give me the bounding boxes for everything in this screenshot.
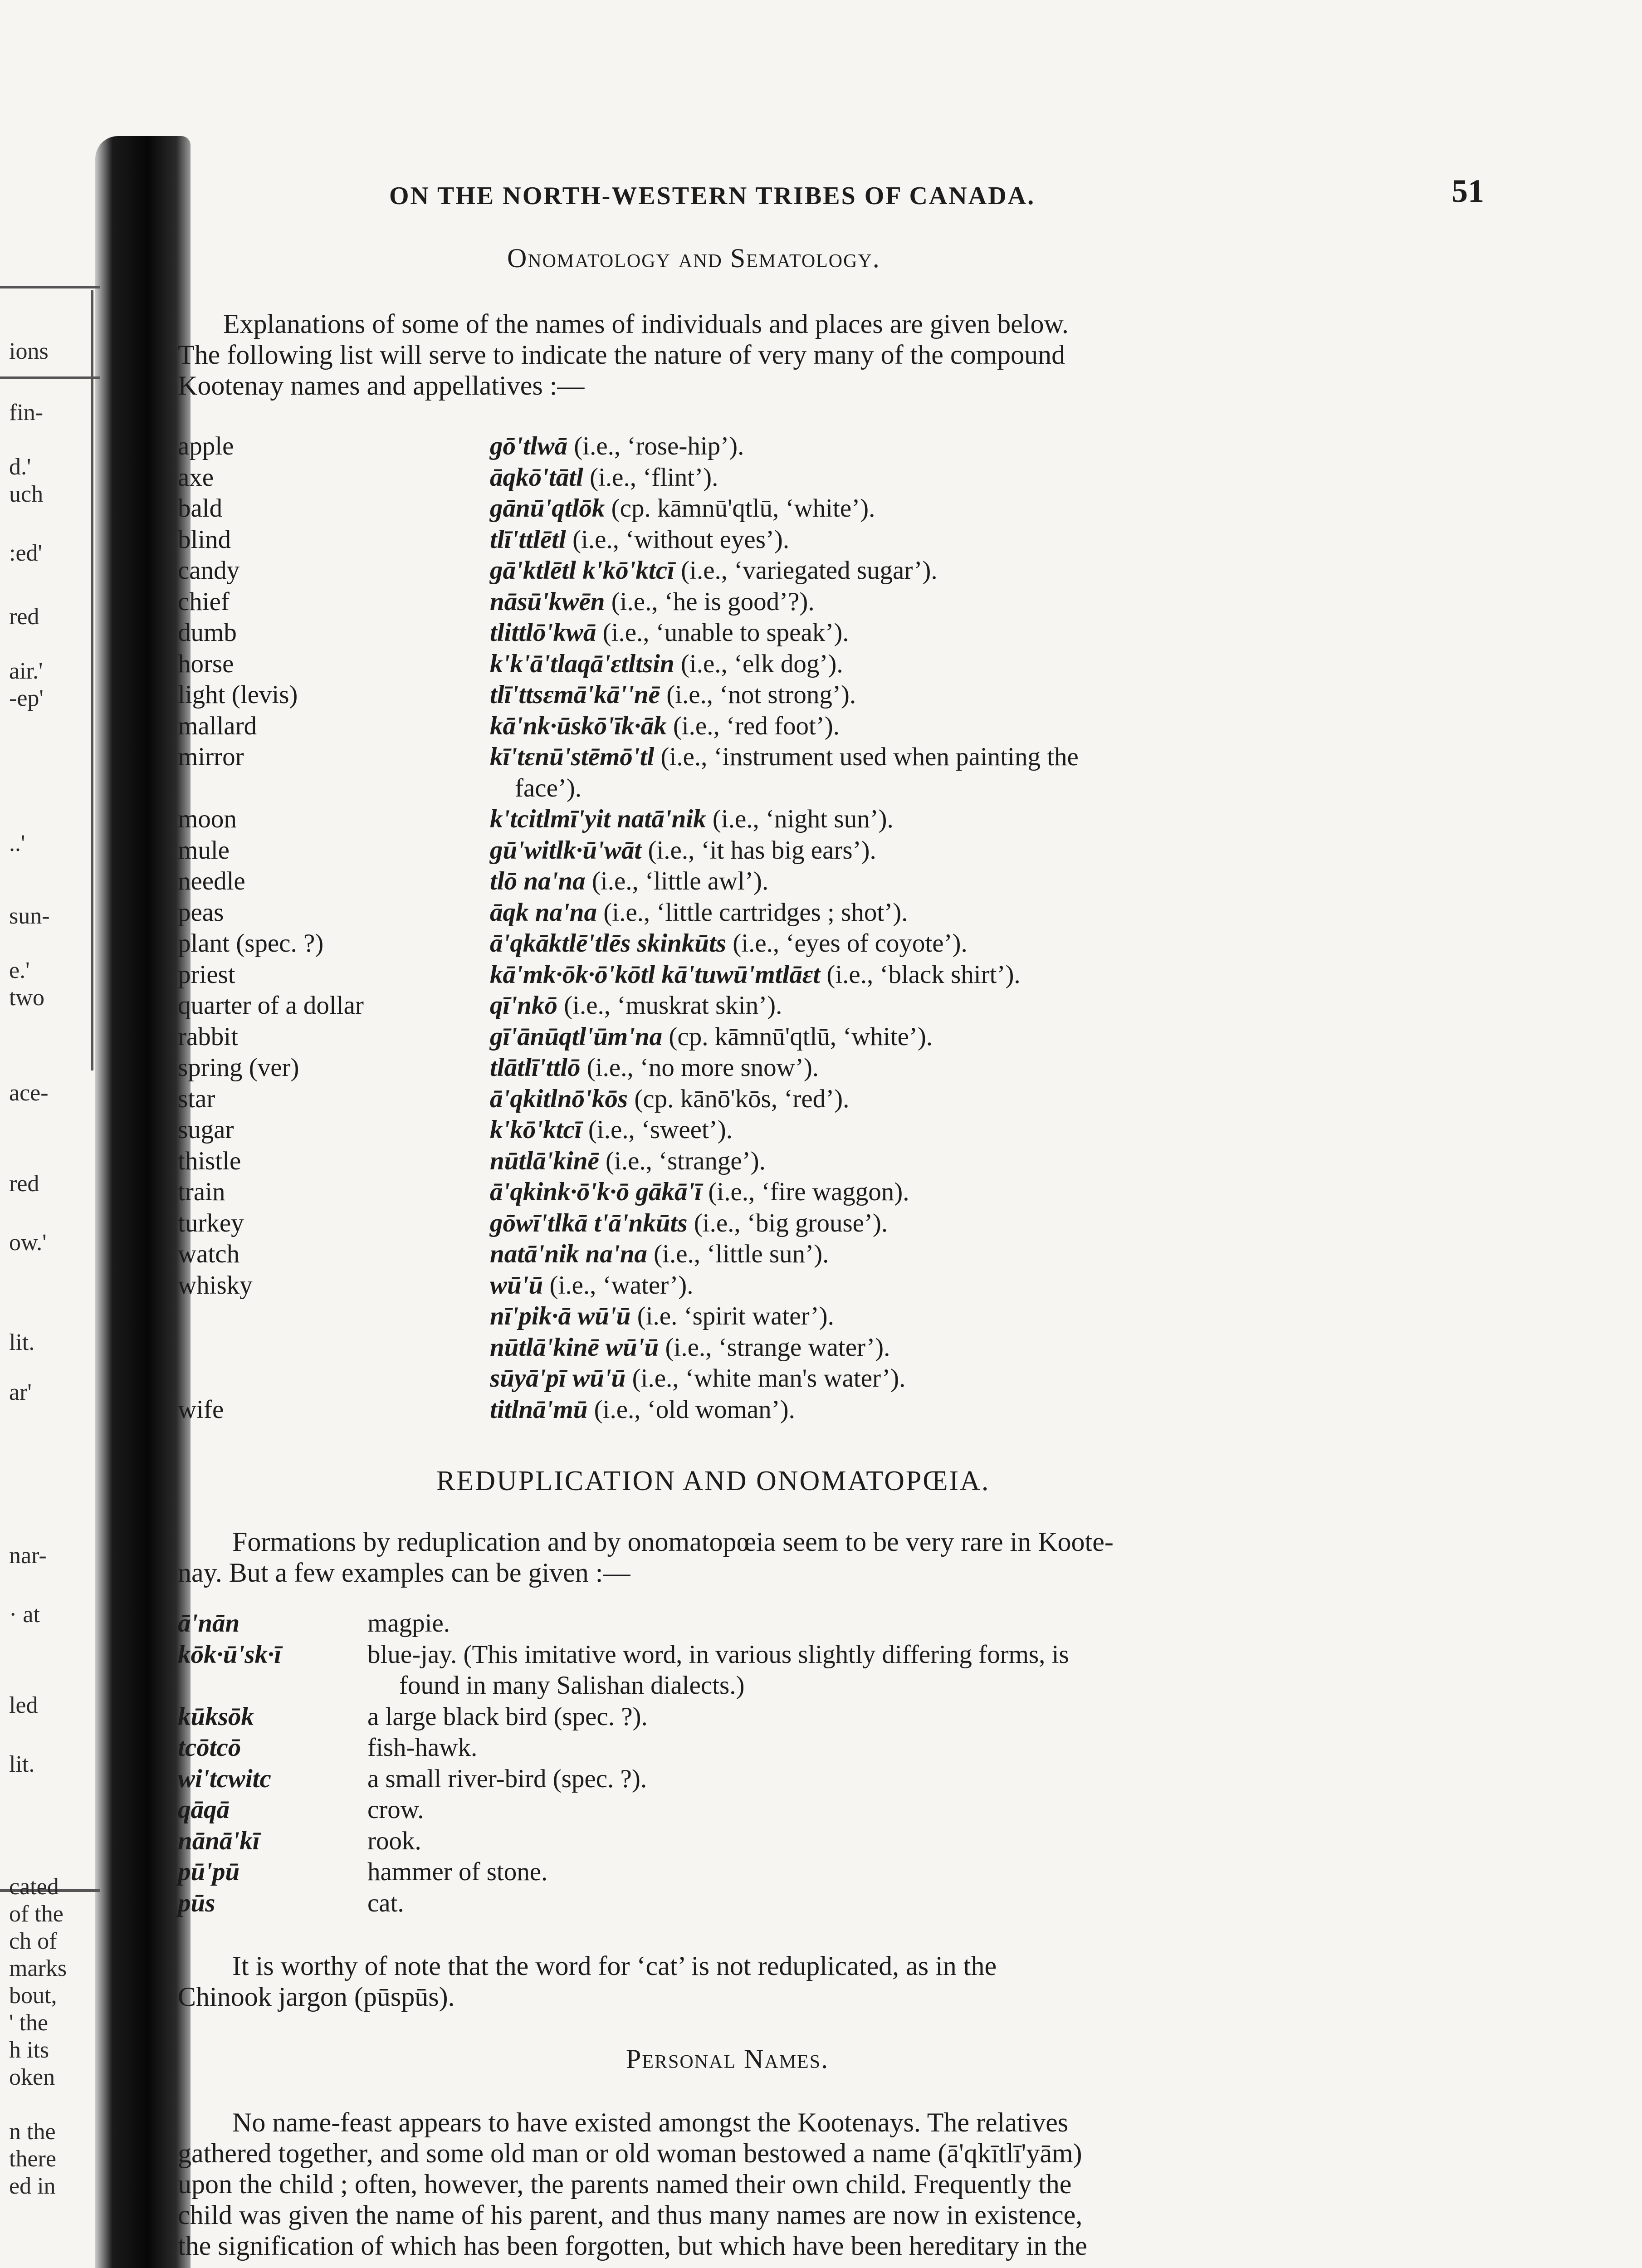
margin-fragment: :ed' — [9, 540, 42, 566]
vocabulary-row — [178, 524, 1638, 556]
margin-fragment: ch of — [9, 1928, 57, 1954]
vocabulary-row — [178, 928, 1638, 959]
margin-fragment: two — [9, 985, 44, 1011]
english-term: horse — [178, 649, 234, 678]
kootenay-word: nī'pik·ā wū'ū — [490, 1302, 631, 1330]
kootenay-word: qī'nkō — [490, 991, 557, 1020]
kootenay-term — [490, 1114, 1638, 1146]
meaning: rook. — [367, 1826, 421, 1855]
margin-fragment: air.' — [9, 658, 43, 684]
personal-names-paragraph — [178, 2107, 1539, 2261]
running-title: ON THE NORTH-WESTERN TRIBES OF CANADA. — [389, 182, 1036, 210]
reduplication-row — [178, 1701, 1533, 1733]
reduplication-intro — [178, 1526, 1520, 1588]
vocabulary-row — [178, 773, 1638, 804]
kootenay-word: k'kō'ktcī — [490, 1115, 582, 1144]
gloss: (i.e., ‘little cartridges ; shot’). — [603, 898, 908, 927]
vocabulary-row — [178, 1394, 1638, 1426]
kootenay-word: gā'ktlētl k'kō'ktcī — [490, 556, 674, 585]
gloss: (i.e., ‘little sun’). — [654, 1240, 829, 1268]
margin-fragment: e.' — [9, 958, 30, 983]
section-title-personal-names: Personal Names. — [626, 2044, 829, 2074]
kootenay-term — [490, 649, 1638, 680]
vocabulary-row — [178, 555, 1638, 587]
reduplication-row — [178, 1764, 1533, 1795]
kootenay-word: ā'qkink·ō'k·ō gākā'ī — [490, 1178, 702, 1206]
margin-fragment: ions — [9, 338, 49, 364]
gloss: (i.e., ‘muskrat skin’). — [564, 991, 782, 1020]
gloss: (i.e., ‘old woman’). — [594, 1395, 795, 1424]
kootenay-term — [490, 1146, 1638, 1177]
english-term — [178, 1301, 490, 1332]
kootenay-word: nānā'kī — [178, 1826, 260, 1855]
reduplication-row — [178, 1888, 1533, 1919]
kootenay-word: tlō na'na — [490, 867, 586, 895]
personal-names-line: child was given the name of his parent, and thus many names are now in existence, — [178, 2200, 1083, 2230]
gloss: (cp. kānō'kōs, ‘red’). — [634, 1084, 850, 1113]
margin-fragment: · at — [9, 1602, 40, 1628]
english-term: quarter of a dollar — [178, 991, 364, 1020]
reduplication-row — [178, 1794, 1533, 1826]
margin-rule — [0, 376, 100, 379]
kootenay-term — [490, 1301, 1638, 1332]
english-term: mallard — [178, 711, 257, 740]
margin-fragment: n the — [9, 2119, 56, 2145]
cat-note-line: Chinook jargon (pūspūs). — [178, 1982, 455, 2012]
kootenay-word: gānū'qtlōk — [490, 494, 605, 523]
vocabulary-row — [178, 431, 1638, 462]
kootenay-term — [490, 1270, 1638, 1301]
kootenay-term — [490, 866, 1638, 897]
kootenay-term — [490, 1084, 1638, 1115]
gloss: (i.e., ‘not strong’). — [666, 680, 856, 709]
margin-fragment: sun- — [9, 903, 50, 929]
kootenay-term — [490, 773, 1638, 804]
gloss: (i.e., ‘flint’). — [590, 463, 718, 492]
kootenay-word: gū'witlk·ū'wāt — [490, 836, 642, 865]
margin-fragment: h its — [9, 2037, 49, 2063]
kootenay-term — [490, 679, 1638, 711]
gloss: (i.e., ‘fire waggon). — [708, 1178, 909, 1206]
margin-fragment: ed in — [9, 2173, 56, 2199]
kootenay-term — [490, 1052, 1638, 1084]
kootenay-term — [490, 835, 1638, 866]
kootenay-word: kōk·ū'sk·ī — [178, 1640, 282, 1669]
kootenay-word: kūksōk — [178, 1702, 254, 1731]
gloss: (i.e., ‘it has big ears’). — [648, 836, 876, 865]
kootenay-term — [490, 1363, 1638, 1394]
margin-fragment: of the — [9, 1901, 64, 1927]
kootenay-term — [490, 462, 1638, 494]
reduplication-row — [178, 1732, 1533, 1764]
reduplication-list — [178, 1608, 1533, 1919]
english-term: light (levis) — [178, 680, 298, 709]
vocabulary-row — [178, 587, 1638, 618]
kootenay-word: āqk na'na — [490, 898, 597, 927]
meaning: hammer of stone. — [367, 1857, 548, 1886]
english-term: plant (spec. ?) — [178, 929, 324, 958]
english-term: thistle — [178, 1146, 241, 1175]
intro-line: Kootenay names and appellatives :— — [178, 371, 585, 401]
reduplication-row — [178, 1608, 1533, 1639]
margin-fragment: ow.' — [9, 1230, 47, 1256]
gloss: (i.e., ‘big grouse’). — [694, 1208, 888, 1237]
margin-fragment: cated — [9, 1874, 59, 1900]
english-term: star — [178, 1084, 215, 1113]
english-term: train — [178, 1178, 225, 1206]
english-term: sugar — [178, 1115, 234, 1144]
gloss: (i.e., ‘variegated sugar’). — [681, 556, 938, 585]
english-term: needle — [178, 867, 245, 895]
margin-fragment: oken — [9, 2064, 55, 2090]
meaning: a small river-bird (spec. ?). — [367, 1764, 647, 1793]
vocabulary-row — [178, 711, 1638, 742]
margin-fragment: lit. — [9, 1751, 35, 1777]
english-term: spring (ver) — [178, 1053, 299, 1082]
english-term: mule — [178, 836, 230, 865]
reduplication-row — [178, 1670, 1533, 1701]
cat-note-line: It is worthy of note that the word for ‘cat’ is not reduplicated, as in the — [232, 1951, 997, 1981]
personal-names-line: upon the child ; often, however, the parents named their own child. Frequently the — [178, 2169, 1072, 2199]
kootenay-term — [490, 742, 1638, 773]
kootenay-word: kī'tɛnū'stēmō'tl — [490, 743, 655, 771]
kootenay-word — [178, 1670, 367, 1701]
english-term: whisky — [178, 1271, 253, 1300]
gloss: (i.e. ‘spirit water’). — [637, 1302, 834, 1330]
kootenay-word: natā'nik na'na — [490, 1240, 647, 1268]
kootenay-word: nāsū'kwēn — [490, 587, 605, 616]
kootenay-term — [490, 928, 1638, 959]
intro-paragraph — [178, 308, 1539, 401]
meaning: crow. — [367, 1795, 424, 1824]
gloss: (i.e., ‘red foot’). — [673, 711, 840, 740]
kootenay-term — [490, 1177, 1638, 1208]
gloss: (i.e., ‘without eyes’). — [572, 525, 790, 554]
english-term: blind — [178, 525, 231, 554]
english-term: wife — [178, 1395, 224, 1424]
meaning: cat. — [367, 1888, 404, 1917]
kootenay-term — [490, 617, 1638, 649]
margin-fragment: led — [9, 1692, 38, 1718]
margin-fragment: red — [9, 604, 39, 630]
vocabulary-row — [178, 1270, 1638, 1301]
margin-fragment: ' the — [9, 2010, 48, 2036]
gloss: face’). — [515, 773, 582, 802]
kootenay-word: āqkō'tātl — [490, 463, 583, 492]
vocabulary-list — [178, 431, 1638, 1425]
page-number: 51 — [1451, 173, 1484, 209]
personal-names-line: the signification of which has been forgotten, but which have been hereditary in the — [178, 2231, 1087, 2261]
reduplication-row — [178, 1826, 1533, 1857]
vocabulary-row — [178, 462, 1638, 494]
meaning: a large black bird (spec. ?). — [367, 1702, 648, 1731]
margin-rule — [91, 290, 93, 1070]
margin-fragment: marks — [9, 1955, 67, 1981]
kootenay-word: sūyā'pī wū'ū — [490, 1364, 626, 1393]
vocabulary-row — [178, 959, 1638, 991]
kootenay-term — [490, 431, 1638, 462]
kootenay-word: ā'qkitlnō'kōs — [490, 1084, 628, 1113]
meaning: fish-hawk. — [367, 1733, 478, 1762]
kootenay-word: wi'tcwitc — [178, 1764, 271, 1793]
vocabulary-row — [178, 1084, 1638, 1115]
cat-note — [178, 1950, 1520, 2012]
english-term: turkey — [178, 1208, 244, 1237]
kootenay-word: k'k'ā'tlaqā'ɛtltsin — [490, 649, 674, 678]
kootenay-word: qāqā — [178, 1795, 230, 1824]
kootenay-term — [490, 990, 1638, 1022]
vocabulary-row — [178, 804, 1638, 835]
kootenay-term — [490, 804, 1638, 835]
margin-rule — [0, 286, 100, 288]
english-term — [178, 1332, 490, 1364]
vocabulary-row — [178, 990, 1638, 1022]
margin-fragment: uch — [9, 481, 44, 507]
kootenay-term — [490, 1394, 1638, 1426]
kootenay-term — [490, 959, 1638, 991]
english-term — [178, 773, 490, 804]
kootenay-term — [490, 524, 1638, 556]
gloss: (i.e., ‘rose-hip’). — [574, 432, 744, 460]
vocabulary-row — [178, 742, 1638, 773]
vocabulary-row — [178, 617, 1638, 649]
english-term: moon — [178, 805, 237, 833]
vocabulary-row — [178, 1363, 1638, 1394]
kootenay-word: gōwī'tlkā t'ā'nkūts — [490, 1208, 688, 1237]
gloss: (i.e., ‘black shirt’). — [826, 960, 1021, 989]
vocabulary-row — [178, 1239, 1638, 1270]
english-term: axe — [178, 463, 214, 492]
vocabulary-row — [178, 679, 1638, 711]
gloss: (i.e., ‘sweet’). — [588, 1115, 733, 1144]
kootenay-word: tcōtcō — [178, 1733, 241, 1762]
reduplication-row — [178, 1639, 1533, 1671]
kootenay-word: pūs — [178, 1888, 215, 1917]
margin-fragment: red — [9, 1171, 39, 1197]
kootenay-word: nūtlā'kinē wū'ū — [490, 1333, 659, 1362]
kootenay-word: nūtlā'kinē — [490, 1146, 599, 1175]
gloss: (i.e., ‘strange’). — [606, 1146, 766, 1175]
english-term: dumb — [178, 618, 237, 647]
margin-fragment: -ep' — [9, 685, 44, 711]
kootenay-word: pū'pū — [178, 1857, 240, 1886]
english-term: priest — [178, 960, 235, 989]
kootenay-word: kā'nk·ūskō'īk·āk — [490, 711, 667, 740]
vocabulary-row — [178, 1114, 1638, 1146]
vocabulary-row — [178, 1177, 1638, 1208]
gloss: (i.e., ‘little awl’). — [591, 867, 769, 895]
margin-fragment: ..' — [9, 831, 25, 856]
kootenay-word: tlittlō'kwā — [490, 618, 596, 647]
kootenay-word: tlī'ttlētl — [490, 525, 566, 554]
personal-names-line: No name-feast appears to have existed amongst the Kootenays. The relatives — [232, 2107, 1069, 2137]
gloss: (i.e., ‘night sun’). — [712, 805, 894, 833]
personal-names-line: gathered together, and some old man or old woman bestowed a name (ā'qkītlī'yām) — [178, 2138, 1082, 2168]
english-term: bald — [178, 494, 223, 523]
english-term: candy — [178, 556, 240, 585]
meaning: blue-jay. (This imitative word, in various slightly differing forms, is — [367, 1640, 1069, 1669]
section-title-reduplication: REDUPLICATION AND ONOMATOPŒIA. — [436, 1466, 990, 1496]
kootenay-term — [490, 1239, 1638, 1270]
vocabulary-row — [178, 897, 1638, 929]
gloss: (i.e., ‘no more snow’). — [586, 1053, 819, 1082]
vocabulary-row — [178, 1052, 1638, 1084]
kootenay-term — [490, 711, 1638, 742]
kootenay-term — [490, 1332, 1638, 1364]
margin-fragment: ace- — [9, 1080, 49, 1106]
gloss: (i.e., ‘strange water’). — [665, 1333, 890, 1362]
gloss: (cp. kāmnū'qtlū, ‘white’). — [611, 494, 875, 523]
margin-fragment: d.' — [9, 454, 31, 480]
kootenay-term — [490, 1022, 1638, 1053]
meaning: found in many Salishan dialects.) — [399, 1671, 745, 1700]
vocabulary-row — [178, 1208, 1638, 1239]
gloss: (i.e., ‘instrument used when painting the — [660, 743, 1079, 771]
margin-fragment: there — [9, 2146, 56, 2172]
reduplication-row — [178, 1857, 1533, 1888]
vocabulary-row — [178, 1146, 1638, 1177]
margin-fragment: fin- — [9, 400, 44, 425]
meaning: magpie. — [367, 1609, 450, 1637]
section-title-onomatology: Onomatology and Sematology. — [507, 243, 880, 273]
binding-shadow — [95, 136, 191, 2268]
kootenay-word: k'tcitlmī'yit natā'nik — [490, 805, 706, 833]
gloss: (i.e., ‘white man's water’). — [632, 1364, 906, 1393]
kootenay-word: tlātlī'ttlō — [490, 1053, 581, 1082]
kootenay-term — [490, 897, 1638, 929]
kootenay-word: kā'mk·ōk·ō'kōtl kā'tuwū'mtlāɛt — [490, 960, 821, 989]
english-term: peas — [178, 898, 224, 927]
english-term: mirror — [178, 743, 244, 771]
vocabulary-row — [178, 493, 1638, 524]
gloss: (i.e., ‘eyes of coyote’). — [733, 929, 968, 958]
english-term: chief — [178, 587, 230, 616]
intro-line: Explanations of some of the names of individuals and places are given below. — [223, 309, 1069, 339]
margin-fragment: lit. — [9, 1330, 35, 1355]
kootenay-term — [490, 1208, 1638, 1239]
gloss: (i.e., ‘water’). — [549, 1271, 694, 1300]
margin-fragment: ar' — [9, 1379, 32, 1405]
kootenay-word: gō'tlwā — [490, 432, 568, 460]
reduplication-intro-line: Formations by reduplication and by onomatopœia seem to be very rare in Koote- — [232, 1527, 1114, 1557]
vocabulary-row — [178, 1332, 1638, 1364]
vocabulary-row — [178, 835, 1638, 866]
kootenay-word: ā'qkāktlē'tlēs skinkūts — [490, 929, 726, 958]
margin-fragment: bout, — [9, 1983, 57, 2009]
kootenay-word: wū'ū — [490, 1271, 543, 1300]
english-term: watch — [178, 1240, 240, 1268]
kootenay-word: titlnā'mū — [490, 1395, 588, 1424]
vocabulary-row — [178, 1022, 1638, 1053]
gloss: (cp. kāmnū'qtlū, ‘white’). — [669, 1022, 933, 1051]
reduplication-intro-line: nay. But a few examples can be given :— — [178, 1558, 630, 1588]
margin-fragment: nar- — [9, 1543, 47, 1569]
gloss: (i.e., ‘he is good’?). — [611, 587, 815, 616]
kootenay-word: ā'nān — [178, 1609, 240, 1637]
gloss: (i.e., ‘unable to speak’). — [602, 618, 849, 647]
kootenay-word: tlī'ttsɛmā'kā''nē — [490, 680, 660, 709]
kootenay-term — [490, 493, 1638, 524]
english-term — [178, 1363, 490, 1394]
english-term: rabbit — [178, 1022, 238, 1051]
intro-line: The following list will serve to indicate the nature of very many of the compound — [178, 340, 1065, 370]
vocabulary-row — [178, 866, 1638, 897]
kootenay-term — [490, 587, 1638, 618]
vocabulary-row — [178, 649, 1638, 680]
vocabulary-row — [178, 1301, 1638, 1332]
kootenay-term — [490, 555, 1638, 587]
kootenay-word: gī'ānūqtl'ūm'na — [490, 1022, 663, 1051]
gloss: (i.e., ‘elk dog’). — [680, 649, 843, 678]
english-term: apple — [178, 432, 234, 460]
